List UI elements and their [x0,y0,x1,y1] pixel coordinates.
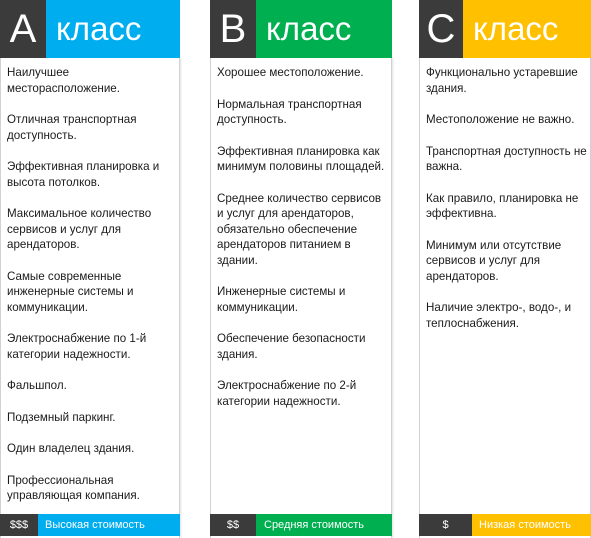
feature-item: Отличная транспортная доступность. [7,113,137,142]
class-b-cost-bar [210,514,392,536]
feature-item: Среднее количество сервисов и услуг для арендаторов, обязательно обеспечение арендаторов питанием в здании. [217,191,382,267]
class-a-cost-bar [0,514,180,536]
feature-item: Один владелец здания. [7,442,135,455]
class-a-letter: A [0,0,46,58]
feature-item: Наличие электро-, водо-, и теплоснабжения. [426,301,572,330]
class-c-letter: C [419,0,463,58]
class-b-header [210,0,392,58]
feature-item: Функционально устаревшие здания. [426,66,578,95]
feature-item: Эффективная планировка как минимум половины площадей. [217,144,385,173]
feature-item: Минимум или отсутствие сервисов и услуг для арендаторов. [426,238,562,283]
class-c-cost-symbol: $ [419,514,472,536]
feature-item: Фальшпол. [7,379,67,392]
class-a-cost-symbol: $$$ [0,514,38,536]
class-a-cost-label: Высокая стоимость [38,514,180,536]
feature-item: Электроснабжение по 1-й категории надежности. [7,332,147,361]
class-b-column [210,0,392,538]
feature-item: Нормальная транспортная доступность. [217,97,362,126]
class-c-features [426,65,587,347]
class-a-column [0,0,180,538]
feature-item: Профессиональная управляющая компания. [7,473,140,502]
feature-item: Местоположение не важно. [426,113,575,126]
class-b-title: класс [256,0,392,58]
class-c-title: класс [463,0,591,58]
feature-item: Самые современные инженерные системы и коммуникации. [7,269,134,314]
feature-item: Наилучшее месторасположение. [7,66,120,95]
feature-item: Электроснабжение по 2-й категории надежности. [217,379,357,408]
feature-item: Хорошее местоположение. [217,66,364,79]
feature-item: Инженерные системы и коммуникации. [217,285,346,314]
class-c-column [419,0,591,538]
feature-item: Максимальное количество сервисов и услуг для арендаторов. [7,207,152,251]
feature-item: Транспортная доступность не важна. [426,144,587,173]
class-b-letter: B [210,0,256,58]
class-c-cost-label: Низкая стоимость [472,514,591,536]
feature-item: Эффективная планировка и высота потолков. [7,160,160,189]
class-b-cost-label: Средняя стоимость [256,514,392,536]
class-c-cost-bar [419,514,591,536]
feature-item: Обеспечение безопасности здания. [217,332,366,361]
feature-item: Подземный паркинг. [7,410,116,424]
class-a-header [0,0,180,58]
class-b-cost-symbol: $$ [210,514,256,536]
class-c-header [419,0,591,58]
class-b-features [217,65,388,425]
class-a-title: класс [46,0,180,58]
feature-item: Как правило, планировка не эффективна. [426,191,579,220]
class-a-features [7,65,176,520]
